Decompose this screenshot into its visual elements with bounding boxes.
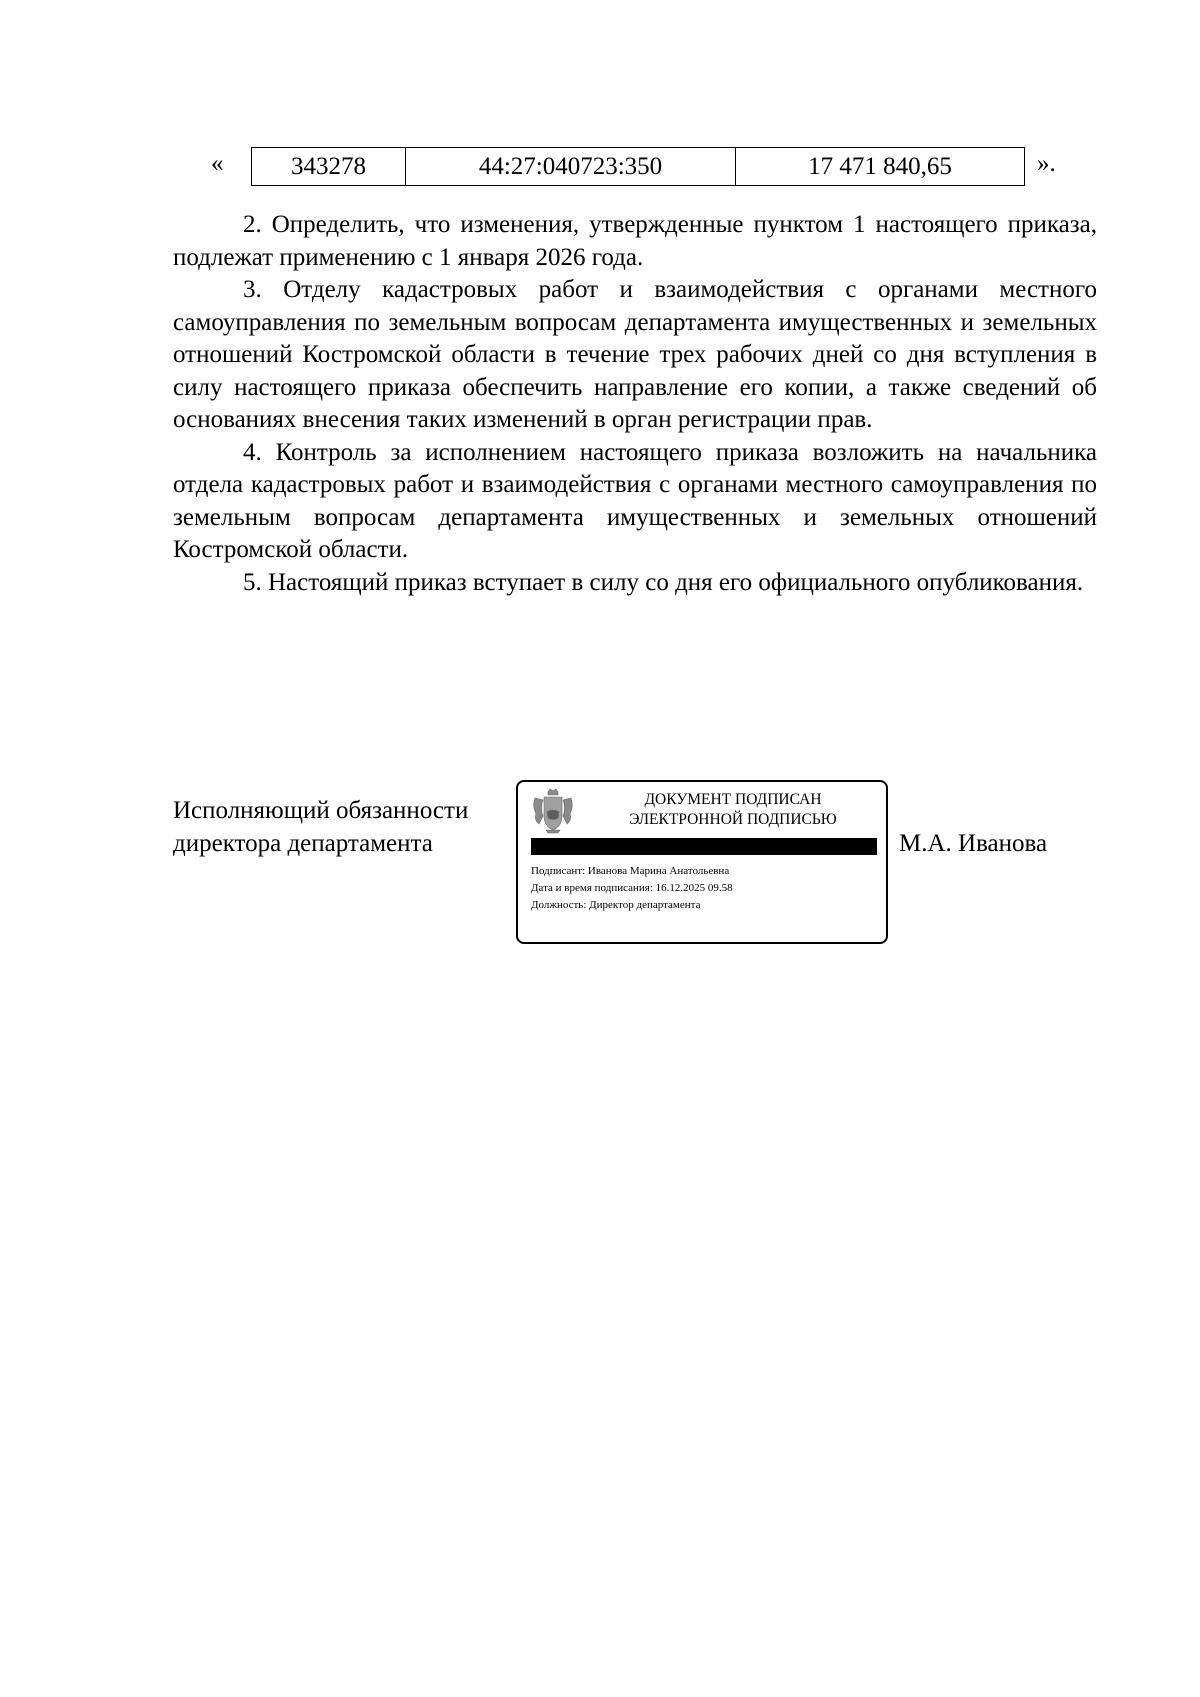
signatory-name: М.А. Иванова	[899, 830, 1048, 857]
paragraph-3: 3. Отделу кадастровых работ и взаимодействия с органами местного самоуправления по земельным вопросам департамента имущественных и земельных отношений Костромской области в течение трех рабочих дней со дня вступления в силу настоящего приказа обеспечить направление его копии, а также сведений об основаниях внесения таких изменений в орган регистрации прав.	[173, 276, 1097, 433]
stamp-header-line2: ЭЛЕКТРОННОЙ ПОДПИСЬЮ	[629, 811, 837, 828]
stamp-datetime: Дата и время подписания: 16.12.2025 09.58	[531, 882, 733, 894]
stamp-header-line1: ДОКУМЕНТ ПОДПИСАН	[644, 791, 822, 808]
open-quote: «	[211, 150, 224, 177]
close-quote: ».	[1037, 150, 1056, 177]
redaction-bar	[531, 838, 877, 855]
table-cell-cadastral-number: 44:27:040723:350	[406, 148, 736, 186]
signatory-title-line1: Исполняющий обязанности	[173, 797, 469, 824]
stamp-signer: Подписант: Иванова Марина Анатольевна	[531, 865, 730, 877]
order-text	[173, 209, 1097, 599]
table-cell-value: 17 471 840,65	[736, 148, 1025, 186]
signatory-title-line2: директора департамента	[173, 830, 433, 857]
paragraph-4: 4. Контроль за исполнением настоящего приказа возложить на начальника отдела кадастровых работ и взаимодействия с органами местного самоуправления по земельным вопросам департамента имущественных и земельных отношений Костромской области.	[173, 438, 1097, 563]
electronic-signature-stamp	[516, 780, 888, 944]
stamp-details	[531, 863, 733, 914]
signatory-title	[173, 794, 468, 860]
stamp-header	[588, 790, 878, 830]
coat-of-arms-icon	[531, 788, 575, 834]
paragraph-2: 2. Определить, что изменения, утвержденные пунктом 1 настоящего приказа, подлежат применению с 1 января 2026 года.	[173, 211, 1097, 271]
paragraph-5: 5. Настоящий приказ вступает в силу со дня его официального опубликования.	[243, 568, 1084, 596]
table-row	[252, 148, 1025, 186]
table-cell-number: 343278	[252, 148, 406, 186]
stamp-position: Должность: Директор департамента	[531, 899, 701, 911]
cadastral-table	[251, 147, 1025, 186]
